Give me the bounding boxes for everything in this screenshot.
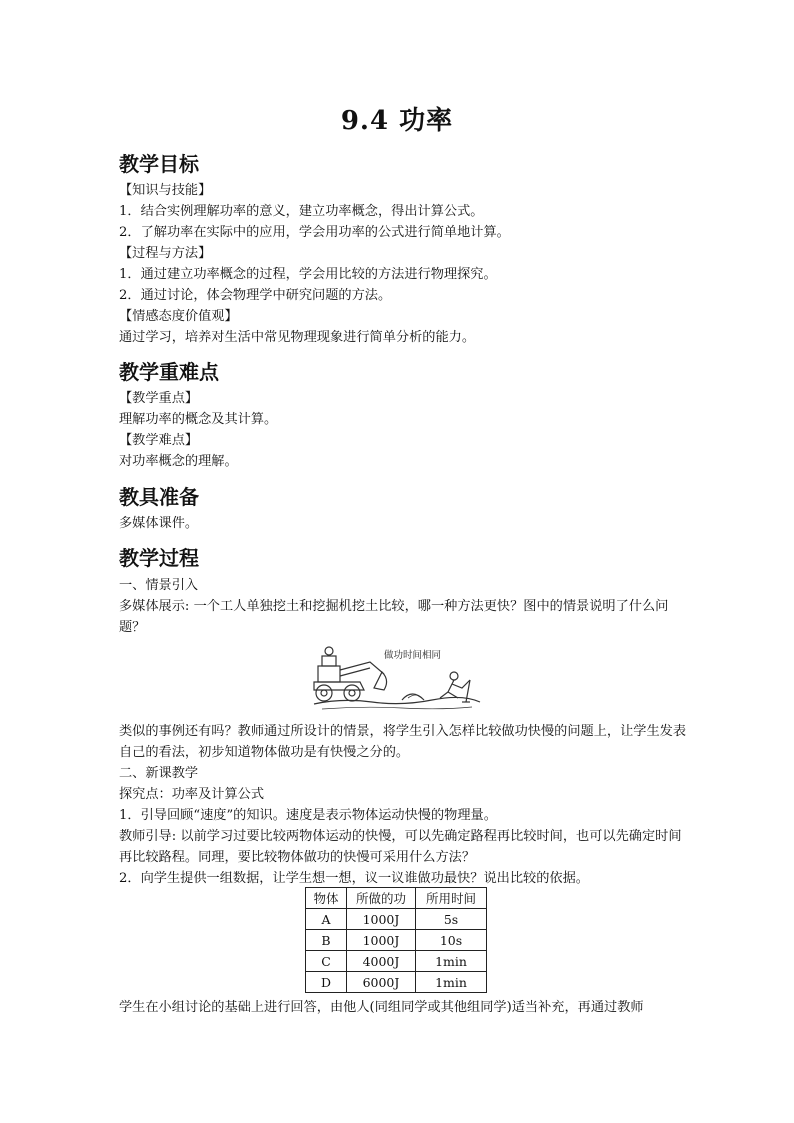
attitude-label: 【情感态度价值观】: [119, 309, 238, 324]
table-cell: 1min: [416, 951, 487, 972]
part1-text: 多媒体展示: 一个工人单独挖土和挖掘机挖土比较，哪一种方法更快？图中的情景说明了什么问题？: [119, 599, 669, 635]
table-cell: 1000J: [347, 909, 416, 930]
knowledge-item-1: 1．结合实例理解功率的意义，建立功率概念，得出计算公式。: [119, 204, 484, 219]
table-cell: 1min: [416, 972, 487, 993]
part1-followup: 类似的事例还有吗？教师通过所设计的情景，将学生引入怎样比较做功快慢的问题上，让学生发表自己的看法，初步知道物体做功是有快慢之分的。: [119, 724, 687, 760]
process-item-2: 2．通过讨论，体会物理学中研究问题的方法。: [119, 288, 392, 303]
table-header-cell: 所做的功: [347, 888, 416, 909]
table-cell: B: [306, 930, 347, 951]
table-row: [306, 972, 487, 993]
table-cell: 5s: [416, 909, 487, 930]
heading-objectives: 教学目标: [119, 152, 199, 176]
heading-keypoints: 教学重难点: [119, 360, 219, 384]
focus-item-1: 理解功率的概念及其计算。: [119, 412, 278, 427]
table-cell: C: [306, 951, 347, 972]
table-row: [306, 909, 487, 930]
difficulty-label: 【教学难点】: [119, 433, 199, 448]
heading-tools: 教具准备: [119, 485, 199, 509]
teacher-guide: 教师引导: 以前学习过要比较两物体运动的快慢，可以先确定路程再比较时间，也可以先确定时间再比较路程。同理，要比较物体做功的快慢可采用什么方法？: [119, 829, 682, 865]
table-cell: 6000J: [347, 972, 416, 993]
table-cell: 1000J: [347, 930, 416, 951]
step-1: 1．引导回顾“速度”的知识。速度是表示物体运动快慢的物理量。: [119, 808, 497, 823]
after-table-text: 学生在小组讨论的基础上进行回答，由他人(同组同学或其他组同学)适当补充，再通过教师: [119, 1000, 644, 1015]
process-label: 【过程与方法】: [119, 246, 212, 261]
table-cell: 10s: [416, 930, 487, 951]
table-header-cell: 所用时间: [416, 888, 487, 909]
page-title: 9.4 功率: [340, 106, 454, 136]
table-cell: A: [306, 909, 347, 930]
excavator-worker-illustration: [312, 636, 482, 714]
knowledge-item-2: 2．了解功率在实际中的应用，学会用功率的公式进行简单地计算。: [119, 225, 510, 240]
attitude-item-1: 通过学习，培养对生活中常见物理现象进行简单分析的能力。: [119, 330, 476, 345]
process-item-1: 1．通过建立功率概念的过程，学会用比较的方法进行物理探究。: [119, 267, 497, 282]
difficulty-item-1: 对功率概念的理解。: [119, 454, 238, 469]
part2-title: 二、新课教学: [119, 766, 199, 781]
step-2: 2．向学生提供一组数据，让学生想一想，议一议谁做功最快？说出比较的依据。: [119, 871, 589, 886]
table-row: [306, 951, 487, 972]
table-header-row: [306, 888, 487, 909]
table-header-cell: 物体: [306, 888, 347, 909]
tools-text: 多媒体课件。: [119, 516, 199, 531]
knowledge-label: 【知识与技能】: [119, 183, 212, 198]
figure-caption: 做功时间相同: [384, 650, 442, 661]
focus-label: 【教学重点】: [119, 391, 199, 406]
table-row: [306, 930, 487, 951]
heading-process: 教学过程: [119, 546, 199, 570]
part1-title: 一、情景引入: [119, 578, 199, 593]
work-time-table: [305, 887, 487, 993]
table-cell: 4000J: [347, 951, 416, 972]
explore-point: 探究点：功率及计算公式: [119, 787, 265, 802]
table-cell: D: [306, 972, 347, 993]
